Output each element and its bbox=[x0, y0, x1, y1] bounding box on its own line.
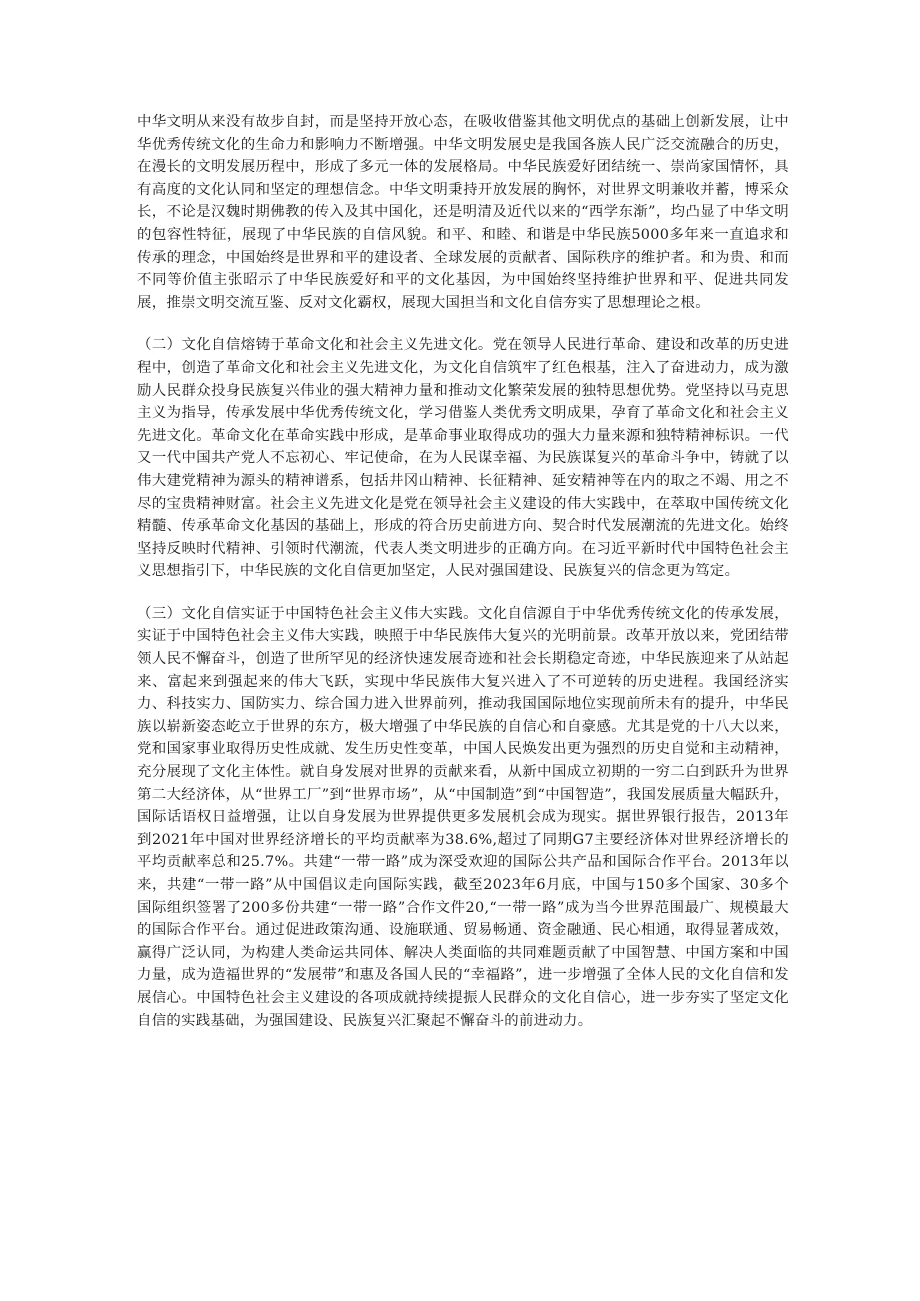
paragraph-revolutionary-culture: （二）文化自信熔铸于革命文化和社会主义先进文化。党在领导人民进行革命、建设和改革的历史进程中，创造了革命文化和社会主义先进文化，为文化自信筑牢了红色根基，注入了奋进动力，成为激励人民群众投身民族复兴伟业的强大精神力量和推动文化繁荣发展的独特思想优势。党坚持以马克思主义为指导，传承发展中华优秀传统文化，学习借鉴人类优秀文明成果，孕育了革命文化和社会主义先进文化。革命文化在革命实践中形成，是革命事业取得成功的强大力量来源和独特精神标识。一代又一代中国共产党人不忘初心、牢记使命，在为人民谋幸福、为民族谋复兴的革命斗争中，铸就了以伟大建党精神为源头的精神谱系，包括井冈山精神、长征精神、延安精神等在内的取之不竭、用之不尽的宝贵精神财富。社会主义先进文化是党在领导社会主义建设的伟大实践中，在萃取中国传统文化精髓、传承革命文化基因的基础上，形成的符合历史前进方向、契合时代发展潮流的先进文化。始终坚持反映时代精神、引领时代潮流，代表人类文明进步的正确方向。在习近平新时代中国特色社会主义思想指引下，中华民族的文化自信更加坚定，人民对强国建设、民族复兴的信念更为笃定。 bbox=[137, 337, 789, 580]
paragraph-civilization-openness: 中华文明从来没有故步自封，而是坚持开放心态，在吸收借鉴其他文明优点的基础上创新发展，让中华优秀传统文化的生命力和影响力不断增强。中华文明发展史是我国各族人民广泛交流融合的历史，在漫长的文明发展历程中，形成了多元一体的发展格局。中华民族爱好团结统一、崇尚家国情怀，具有高度的文化认同和坚定的理想信念。中华文明秉持开放发展的胸怀，对世界文明兼收并蓄，博采众长，不论是汉魏时期佛教的传入及其中国化，还是明清及近代以来的“西学东渐”，均凸显了中华文明的包容性特征，展现了中华民族的自信风貌。和平、和睦、和谐是中华民族5000多年来一直追求和传承的理念，中国始终是世界和平的建设者、全球发展的贡献者、国际秩序的维护者。和为贵、和而不同等价值主张昭示了中华民族爱好和平的文化基因，为中国始终坚持维护世界和平、促进共同发展，推崇文明交流互鉴、反对文化霸权，展现大国担当和文化自信夯实了思想理论之根。 bbox=[137, 114, 789, 311]
document-body bbox=[137, 111, 789, 1032]
paragraph-socialist-practice: （三）文化自信实证于中国特色社会主义伟大实践。文化自信源自于中华优秀传统文化的传承发展，实证于中国特色社会主义伟大实践，映照于中华民族伟大复兴的光明前景。改革开放以来，党团结带领人民不懈奋斗，创造了世所罕见的经济快速发展奇迹和社会长期稳定奇迹，中华民族迎来了从站起来、富起来到强起来的伟大飞跃，实现中华民族伟大复兴进入了不可逆转的历史进程。我国经济实力、科技实力、国防实力、综合国力进入世界前列，推动我国国际地位实现前所未有的提升，中华民族以崭新姿态屹立于世界的东方，极大增强了中华民族的自信心和自豪感。尤其是党的十八大以来，党和国家事业取得历史性成就、发生历史性变革，中国人民焕发出更为强烈的历史自觉和主动精神，充分展现了文化主体性。就自身发展对世界的贡献来看，从新中国成立初期的一穷二白到跃升为世界第二大经济体，从“世界工厂”到“世界市场”，从“中国制造”到“中国智造”，我国发展质量大幅跃升，国际话语权日益增强，让以自身发展为世界提供更多发展机会成为现实。据世界银行报告，2013年到2021年中国对世界经济增长的平均贡献率为38.6%,超过了同期G7主要经济体对世界经济增长的平均贡献率总和25.7%。共建“一带一路”成为深受欢迎的国际公共产品和国际合作平台。2013年以来，共建“一带一路”从中国倡议走向国际实践，截至2023年6月底，中国与150多个国家、30多个国际组织签署了200多份共建“一带一路”合作文件20,“一带一路”成为当今世界范围最广、规模最大的国际合作平台。通过促进政策沟通、设施联通、贸易畅通、资金融通、民心相通，取得显著成效，赢得广泛认同，为构建人类命运共同体、解决人类面临的共同难题贡献了中国智慧、中国方案和中国力量，成为造福世界的“发展带”和惠及各国人民的“幸福路”，进一步增强了全体人民的文化自信和发展信心。中国特色社会主义建设的各项成就持续提振人民群众的文化自信心，进一步夯实了坚定文化自信的实践基础，为强国建设、民族复兴汇聚起不懈奋斗的前进动力。 bbox=[137, 605, 789, 1029]
